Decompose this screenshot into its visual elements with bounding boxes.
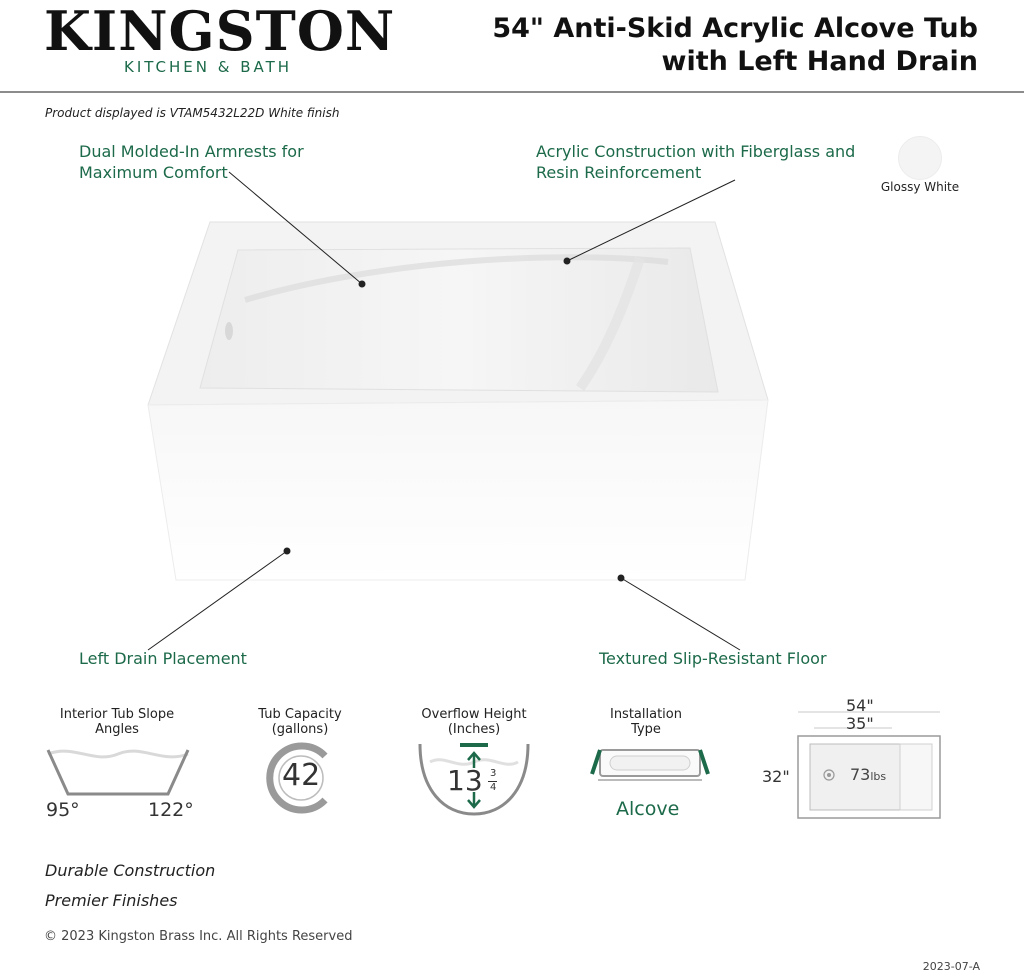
finish-swatch	[898, 136, 942, 180]
dim-inner-length: 35"	[846, 714, 874, 733]
brand-name: KINGSTON	[44, 0, 396, 63]
drain-hole	[225, 322, 233, 340]
copyright-icon: ©	[44, 929, 57, 944]
dim-length: 54"	[846, 696, 874, 715]
slope-left-angle: 95°	[46, 799, 80, 821]
install-value: Alcove	[616, 798, 680, 820]
dim-weight-unit: lbs	[870, 770, 887, 783]
slope-angle-icon	[44, 742, 192, 800]
copyright-text: 2023 Kingston Brass Inc. All Rights Reserved	[61, 929, 353, 944]
dim-weight	[850, 765, 886, 784]
dim-width: 32"	[762, 767, 790, 786]
alcove-tub-icon	[588, 744, 712, 796]
title-line-2: with Left Hand Drain	[661, 46, 978, 77]
overflow-numerator: 3	[490, 768, 497, 779]
capacity-value: 42	[282, 758, 321, 793]
brand-tagline: KITCHEN & BATH	[124, 58, 293, 76]
product-display-note: Product displayed is VTAM5432L22D White finish	[45, 106, 340, 120]
callout-armrests: Dual Molded-In Armrests for Maximum Comfort	[79, 142, 304, 182]
copyright	[44, 929, 352, 944]
feature-durable: Durable Construction	[45, 861, 216, 880]
finish-label: Glossy White	[880, 180, 960, 194]
feature-finishes: Premier Finishes	[45, 891, 178, 910]
overflow-denominator: 4	[490, 782, 497, 793]
overflow-whole: 13	[447, 764, 483, 797]
dim-weight-value: 73	[850, 765, 871, 784]
slope-right-angle: 122°	[148, 799, 194, 821]
document-code: 2023-07-A	[922, 960, 980, 973]
callout-slip-resistant-floor: Textured Slip-Resistant Floor	[599, 649, 827, 668]
callout-left-drain: Left Drain Placement	[79, 649, 247, 668]
overflow-label: Overflow Height (Inches)	[421, 707, 527, 737]
install-label: Installation Type	[609, 707, 682, 737]
title-line-1: 54" Anti-Skid Acrylic Alcove Tub	[492, 13, 978, 44]
slope-label: Interior Tub Slope Angles	[59, 707, 175, 737]
capacity-label: Tub Capacity (gallons)	[258, 707, 342, 737]
callout-acrylic-construction: Acrylic Construction with Fiberglass and Resin Reinforcement	[536, 142, 856, 182]
